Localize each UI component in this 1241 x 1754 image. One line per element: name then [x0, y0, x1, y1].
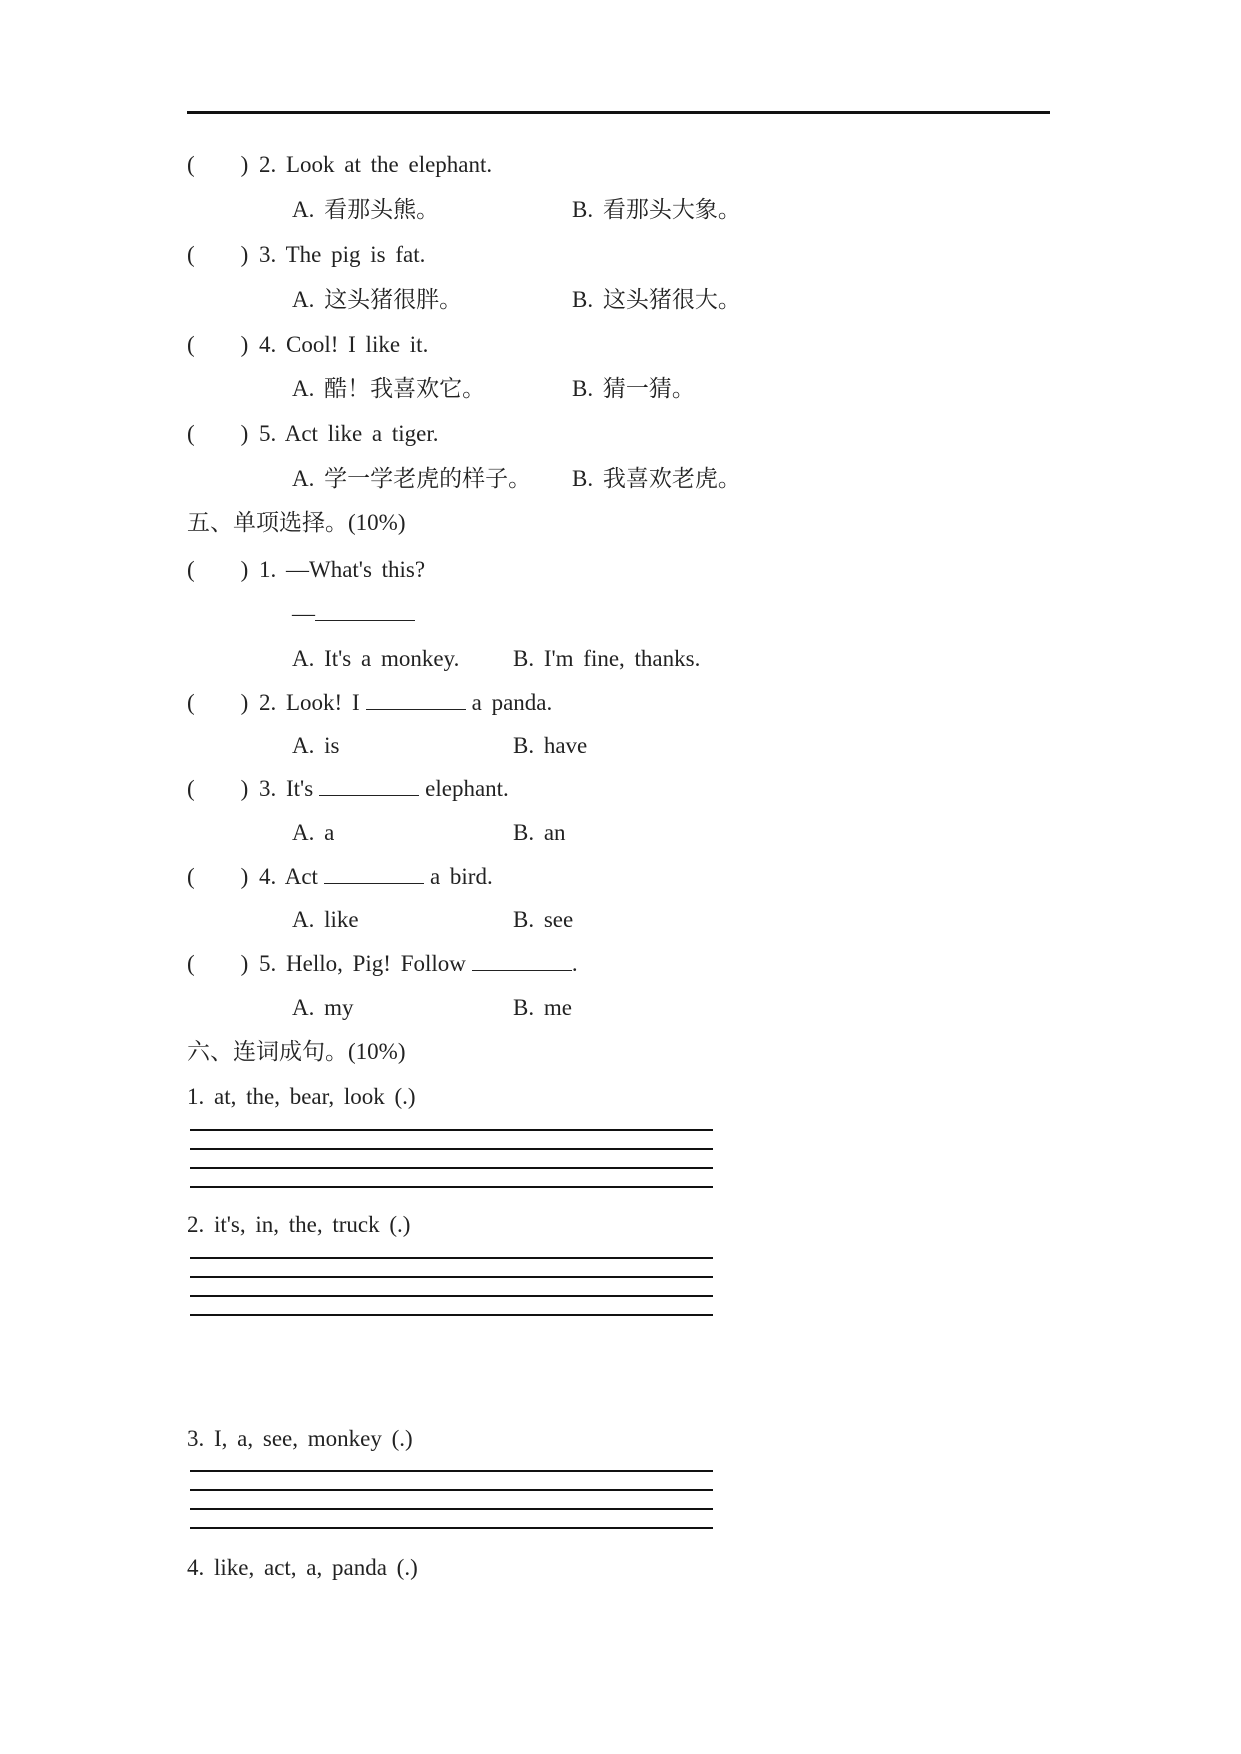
writing-line	[190, 1508, 713, 1510]
option-a: A. 看那头熊。	[292, 197, 440, 222]
writing-line	[190, 1295, 713, 1297]
question-text: 1. —What's this?	[259, 557, 426, 582]
question-text: 4. Cool! I like it.	[259, 332, 429, 357]
open-paren: (	[187, 864, 195, 889]
writing-line	[190, 1148, 713, 1150]
question-text: 3. It's	[259, 776, 314, 801]
writing-line	[190, 1129, 713, 1131]
question-row	[187, 151, 492, 179]
question-text: 5. Hello, Pig! Follow	[259, 951, 466, 976]
sentence-prompt: 3. I, a, see, monkey (.)	[187, 1426, 413, 1451]
question-text: 2. Look at the elephant.	[259, 152, 493, 177]
question-text-after: a bird.	[429, 864, 493, 889]
question-row	[187, 420, 439, 448]
blank	[366, 689, 466, 710]
close-paren: )	[240, 951, 249, 976]
option-b: B. 我喜欢老虎。	[572, 466, 741, 491]
option-b: B. I'm fine, thanks.	[513, 646, 701, 671]
open-paren: (	[187, 242, 195, 267]
question-row	[187, 775, 509, 803]
option-b: B. 这头猪很大。	[572, 287, 741, 312]
option-b: B. an	[513, 820, 566, 845]
option-b: B. see	[513, 907, 574, 932]
close-paren: )	[240, 332, 249, 357]
option-b: B. 猜一猜。	[572, 376, 695, 401]
close-paren: )	[240, 421, 249, 446]
sentence-prompt: 1. at, the, bear, look (.)	[187, 1084, 416, 1109]
question-row	[187, 331, 428, 359]
option-a: A. 这头猪很胖。	[292, 287, 463, 312]
close-paren: )	[240, 242, 249, 267]
writing-line	[190, 1186, 713, 1188]
sentence-prompt: 4. like, act, a, panda (.)	[187, 1555, 418, 1580]
question-row	[187, 950, 578, 978]
writing-line	[190, 1527, 713, 1529]
writing-line	[190, 1257, 713, 1259]
open-paren: (	[187, 557, 195, 582]
close-paren: )	[240, 864, 249, 889]
sentence-prompt: 2. it's, in, the, truck (.)	[187, 1212, 411, 1237]
option-b: B. 看那头大象。	[572, 197, 741, 222]
writing-line	[190, 1276, 713, 1278]
question-row	[187, 556, 425, 584]
option-a: A. is	[292, 733, 340, 758]
close-paren: )	[240, 152, 249, 177]
writing-line	[190, 1167, 713, 1169]
option-a: A. a	[292, 820, 335, 845]
answer-line	[292, 600, 421, 628]
writing-line	[190, 1489, 713, 1491]
question-text: 4. Act	[259, 864, 318, 889]
open-paren: (	[187, 776, 195, 801]
question-text: 5. Act like a tiger.	[259, 421, 439, 446]
option-a: A. 酷！我喜欢它。	[292, 376, 486, 401]
option-b: B. me	[513, 995, 572, 1020]
question-text: 3. The pig is fat.	[259, 242, 426, 267]
open-paren: (	[187, 421, 195, 446]
close-paren: )	[240, 557, 249, 582]
open-paren: (	[187, 332, 195, 357]
option-a: A. 学一学老虎的样子。	[292, 466, 532, 491]
writing-line	[190, 1314, 713, 1316]
option-b: B. have	[513, 733, 588, 758]
question-row	[187, 689, 552, 717]
top-rule	[187, 111, 1050, 114]
section-heading: 五、单项选择。(10%)	[187, 510, 406, 535]
open-paren: (	[187, 152, 195, 177]
blank	[324, 863, 424, 884]
question-text-after: a panda.	[471, 690, 553, 715]
writing-line	[190, 1470, 713, 1472]
section-heading: 六、连词成句。(10%)	[187, 1039, 406, 1064]
blank	[319, 775, 419, 796]
open-paren: (	[187, 951, 195, 976]
question-text-after: elephant.	[425, 776, 509, 801]
option-a: A. It's a monkey.	[292, 646, 460, 671]
blank	[472, 950, 572, 971]
option-a: A. my	[292, 995, 354, 1020]
close-paren: )	[240, 690, 249, 715]
question-row	[187, 241, 425, 269]
close-paren: )	[240, 776, 249, 801]
answer-dash: —	[292, 601, 315, 626]
question-row	[187, 863, 493, 891]
open-paren: (	[187, 690, 195, 715]
option-a: A. like	[292, 907, 359, 932]
question-text-after: .	[571, 951, 578, 976]
question-text: 2. Look! I	[259, 690, 360, 715]
